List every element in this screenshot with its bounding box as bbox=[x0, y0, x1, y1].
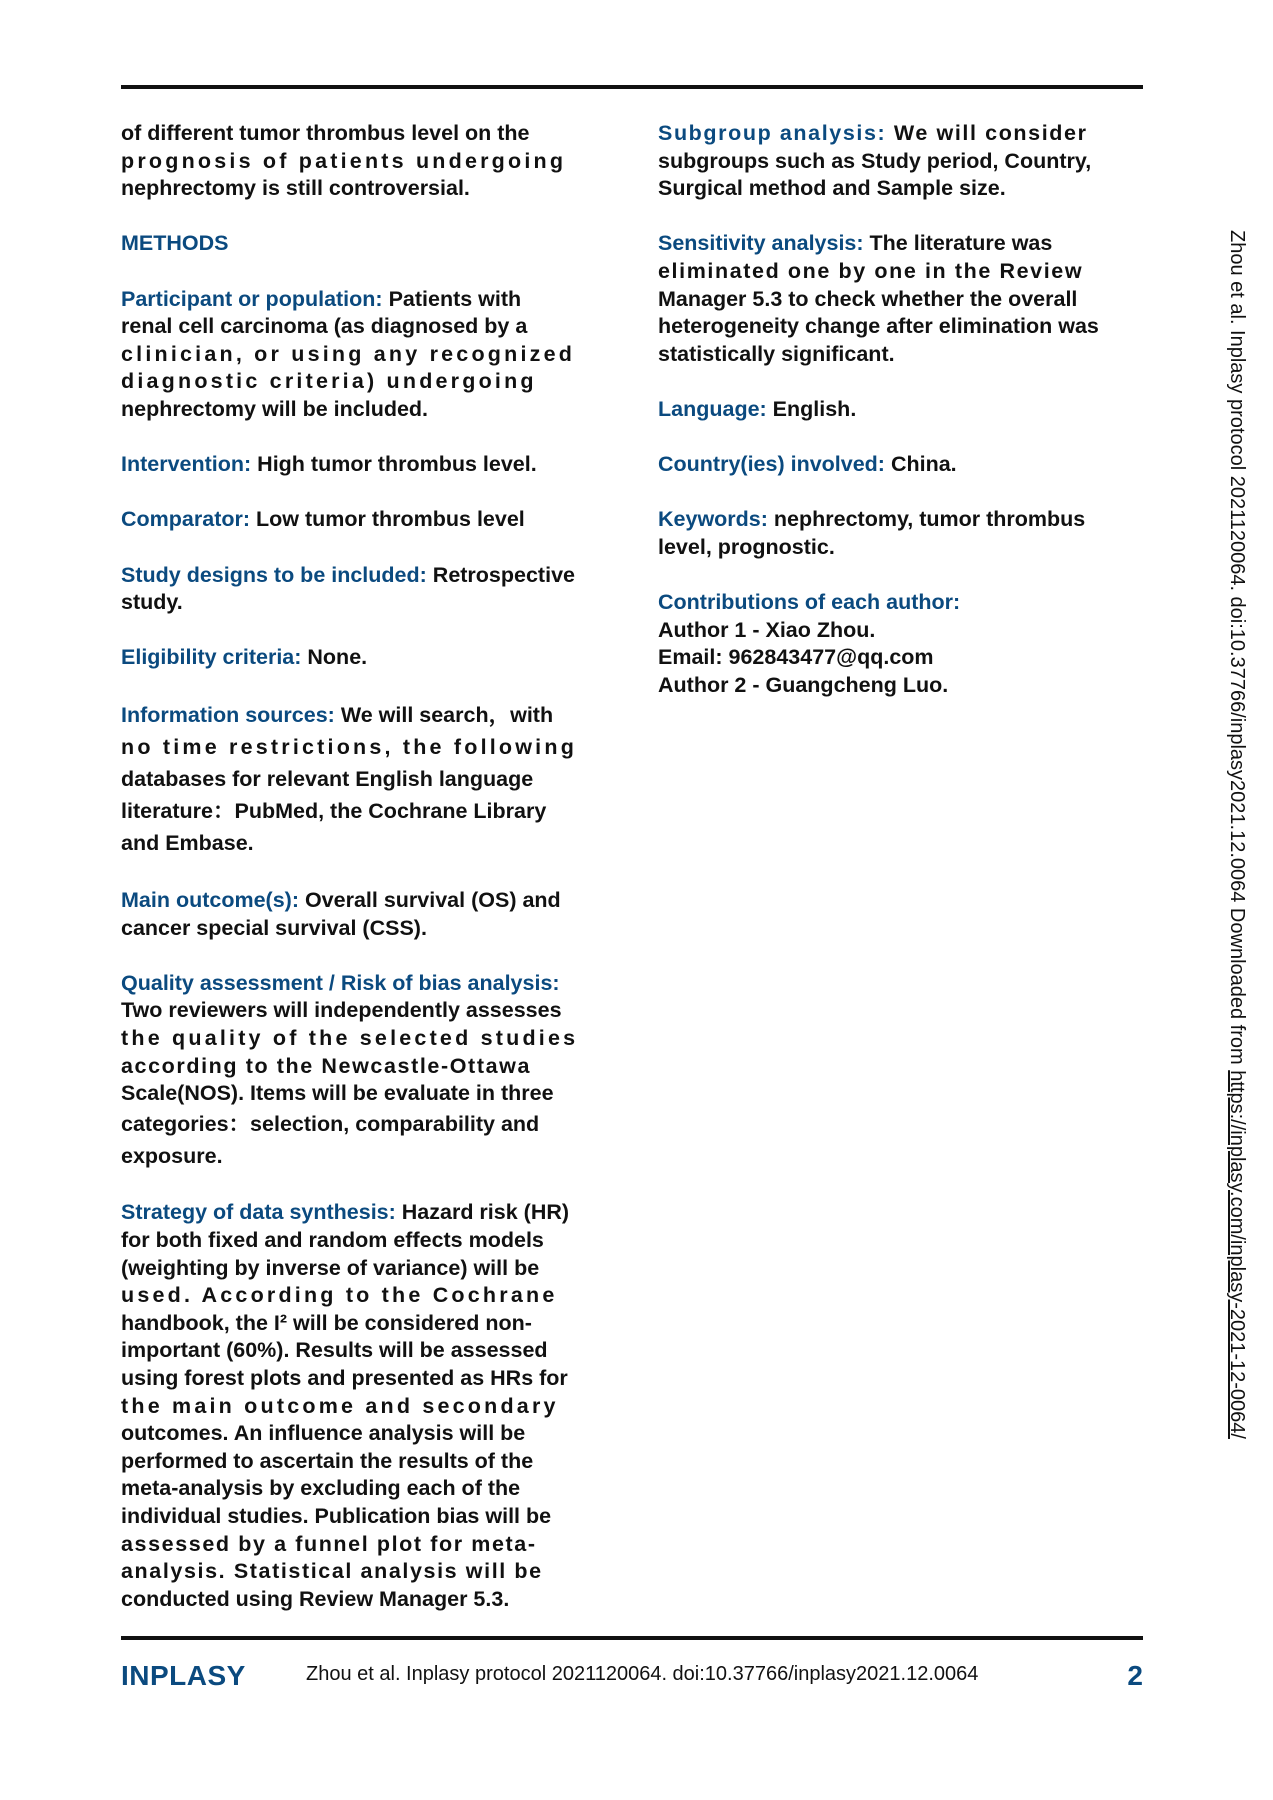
language-text: English. bbox=[766, 396, 857, 421]
subgroup-label: Subgroup analysis: bbox=[658, 121, 887, 145]
sensitivity-text: The literature was bbox=[863, 231, 1053, 256]
data-synthesis-line: conducted using Review Manager 5.3. bbox=[121, 1586, 510, 1611]
intro-line: prognosis of patients undergoing bbox=[121, 148, 567, 173]
main-outcomes-section bbox=[121, 887, 607, 942]
quality-assessment-line: Two reviewers will independently assesses bbox=[121, 998, 562, 1023]
data-synthesis-line: performed to ascertain the results of the bbox=[121, 1448, 534, 1473]
data-synthesis-line: for both fixed and random effects models bbox=[121, 1228, 544, 1252]
countries-label: Country(ies) involved: bbox=[658, 452, 885, 477]
information-sources-line: databases for relevant English language bbox=[121, 767, 534, 792]
participant-text: Patients with bbox=[382, 286, 522, 311]
eligibility-text: None. bbox=[301, 645, 368, 670]
data-synthesis-line: assessed by a funnel plot for meta- bbox=[121, 1531, 537, 1556]
data-synthesis-line: (weighting by inverse of variance) will be bbox=[121, 1255, 540, 1280]
data-synthesis-section bbox=[121, 1199, 607, 1613]
sensitivity-line: heterogeneity change after elimination was bbox=[658, 314, 1099, 339]
data-synthesis-text: Hazard risk (HR) bbox=[395, 1200, 570, 1225]
data-synthesis-line: meta-analysis by excluding each of the bbox=[121, 1476, 521, 1501]
download-link[interactable]: https://inplasy.com/inplasy-2021-12-0064/ bbox=[1226, 1070, 1248, 1439]
keywords-section bbox=[658, 506, 1144, 561]
sensitivity-label: Sensitivity analysis: bbox=[658, 231, 864, 256]
contributions-section bbox=[658, 589, 1144, 699]
data-synthesis-line: important (60%). Results will be assessed bbox=[121, 1338, 548, 1363]
side-note-text: Zhou et al. Inplasy protocol 2021120064. doi:10.37766/inplasy2021.12.0064 Downloaded from bbox=[1226, 230, 1248, 1071]
participant-label: Participant or population: bbox=[121, 286, 383, 311]
participant-line: clinician, or using any recognized bbox=[121, 341, 576, 366]
intro-line: nephrectomy is still controversial. bbox=[121, 176, 470, 201]
subgroup-section bbox=[658, 120, 1144, 203]
page-number: 2 bbox=[1127, 1660, 1143, 1691]
countries-text: China. bbox=[884, 452, 957, 477]
participant-line: diagnostic criteria) undergoing bbox=[121, 369, 537, 394]
data-synthesis-line: analysis. Statistical analysis will be bbox=[121, 1559, 543, 1584]
eligibility-label: Eligibility criteria: bbox=[121, 645, 302, 670]
subgroup-line: subgroups such as Study period, Country, bbox=[658, 148, 1092, 173]
methods-heading: METHODS bbox=[121, 231, 229, 256]
quality-assessment-line: categories：selection, comparability and bbox=[121, 1111, 540, 1136]
sensitivity-line: Manager 5.3 to check whether the overall bbox=[658, 286, 1078, 311]
participant-line: renal cell carcinoma (as diagnosed by a bbox=[121, 314, 528, 339]
author-2: Author 2 - Guangcheng Luo. bbox=[658, 672, 949, 697]
sensitivity-line: statistically significant. bbox=[658, 341, 895, 366]
quality-assessment-line: the quality of the selected studies bbox=[121, 1026, 579, 1051]
main-outcomes-line: cancer special survival (CSS). bbox=[121, 915, 427, 940]
sensitivity-section bbox=[658, 230, 1144, 368]
study-designs-label: Study designs to be included: bbox=[121, 562, 427, 587]
right-column bbox=[658, 120, 1144, 727]
language-section bbox=[658, 396, 1144, 424]
eligibility-section bbox=[121, 644, 607, 672]
side-download-note bbox=[1225, 230, 1248, 1439]
contributions-label: Contributions of each author: bbox=[658, 590, 961, 615]
subgroup-line: Surgical method and Sample size. bbox=[658, 176, 1006, 201]
intro-paragraph bbox=[121, 120, 607, 203]
information-sources-text: We will search，with bbox=[334, 703, 554, 728]
information-sources-line: and Embase. bbox=[121, 831, 254, 856]
information-sources-line: literature：PubMed, the Cochrane Library bbox=[121, 799, 547, 824]
information-sources-label: Information sources: bbox=[121, 703, 335, 728]
subgroup-text: We will consider bbox=[886, 121, 1088, 145]
author-email: Email: 962843477@qq.com bbox=[658, 645, 934, 670]
keywords-line: level, prognostic. bbox=[658, 534, 835, 559]
comparator-label: Comparator: bbox=[121, 507, 251, 532]
author-1: Author 1 - Xiao Zhou. bbox=[658, 617, 876, 642]
data-synthesis-line: individual studies. Publication bias will be bbox=[121, 1503, 552, 1528]
main-outcomes-text: Overall survival (OS) and bbox=[298, 888, 561, 913]
comparator-section bbox=[121, 506, 607, 534]
intro-line: of different tumor thrombus level on the bbox=[121, 121, 530, 145]
footer-rule bbox=[121, 1636, 1143, 1640]
study-designs-line: study. bbox=[121, 590, 183, 615]
left-column bbox=[121, 120, 607, 1641]
information-sources-line: no time restrictions, the following bbox=[121, 735, 578, 760]
countries-section bbox=[658, 451, 1144, 479]
quality-assessment-label: Quality assessment / Risk of bias analysis: bbox=[121, 970, 560, 995]
intervention-section bbox=[121, 451, 607, 479]
data-synthesis-line: using forest plots and presented as HRs for bbox=[121, 1365, 568, 1390]
intervention-text: High tumor thrombus level. bbox=[251, 452, 537, 477]
keywords-text: nephrectomy, tumor thrombus bbox=[767, 507, 1086, 532]
footer-brand-logo: INPLASY bbox=[121, 1660, 246, 1691]
keywords-label: Keywords: bbox=[658, 507, 768, 532]
study-designs-section bbox=[121, 562, 607, 617]
participant-line: nephrectomy will be included. bbox=[121, 396, 429, 421]
study-designs-text: Retrospective bbox=[426, 562, 575, 587]
data-synthesis-line: the main outcome and secondary bbox=[121, 1393, 559, 1418]
main-outcomes-label: Main outcome(s): bbox=[121, 888, 299, 913]
data-synthesis-label: Strategy of data synthesis: bbox=[121, 1200, 396, 1225]
footer-citation: Zhou et al. Inplasy protocol 2021120064. doi:10.37766/inplasy2021.12.0064 bbox=[306, 1663, 979, 1685]
data-synthesis-line: outcomes. An influence analysis will be bbox=[121, 1421, 526, 1446]
quality-assessment-line: according to the Newcastle-Ottawa bbox=[121, 1053, 532, 1078]
page-footer bbox=[121, 1660, 1143, 1700]
data-synthesis-line: used. According to the Cochrane bbox=[121, 1283, 558, 1308]
intervention-label: Intervention: bbox=[121, 452, 252, 477]
header-rule bbox=[121, 85, 1143, 89]
information-sources-section bbox=[121, 699, 607, 859]
comparator-text: Low tumor thrombus level bbox=[250, 507, 525, 532]
quality-assessment-section bbox=[121, 970, 607, 1172]
data-synthesis-line: handbook, the I² will be considered non- bbox=[121, 1310, 532, 1335]
quality-assessment-line: Scale(NOS). Items will be evaluate in three bbox=[121, 1081, 554, 1106]
participant-section bbox=[121, 286, 607, 424]
quality-assessment-line: exposure. bbox=[121, 1143, 223, 1168]
sensitivity-line: eliminated one by one in the Review bbox=[658, 258, 1084, 283]
language-label: Language: bbox=[658, 396, 767, 421]
